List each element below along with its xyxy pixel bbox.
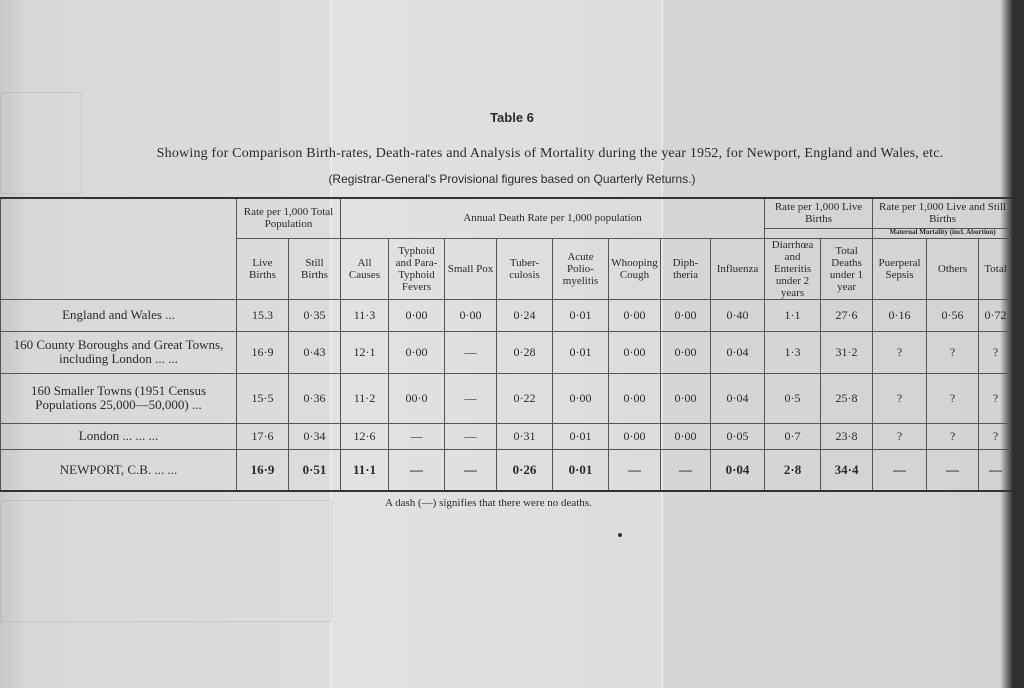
row-label: London ... ... ... (1, 423, 237, 449)
header-blank (1, 198, 237, 299)
ink-dot (618, 533, 622, 537)
cell: 0·5 (765, 373, 821, 423)
cell: 0·04 (711, 449, 765, 491)
header-total-deaths: Total Deaths under 1 year (821, 238, 873, 299)
header-still-births: Still Births (289, 238, 341, 299)
cell: 0·04 (711, 331, 765, 373)
header-rate-live-still-births: Rate per 1,000 Live and Still Births (873, 198, 1013, 228)
header-live-births: Live Births (237, 238, 289, 299)
cell: 0·36 (289, 373, 341, 423)
cell: — (873, 449, 927, 491)
cell: 0·04 (711, 373, 765, 423)
cell: 0·22 (497, 373, 553, 423)
cell: ? (873, 423, 927, 449)
header-influenza: Influenza (711, 238, 765, 299)
bleed-through-box (0, 500, 332, 622)
cell: 0·31 (497, 423, 553, 449)
cell: 00·0 (389, 373, 445, 423)
cell: 23·8 (821, 423, 873, 449)
table-title: Table 6 (490, 110, 534, 125)
header-whooping-cough: Whooping Cough (609, 238, 661, 299)
table-row (1, 423, 1013, 449)
cell: 15.3 (237, 299, 289, 331)
header-total: Total (979, 238, 1013, 299)
cell: 0·01 (553, 449, 609, 491)
cell: ? (873, 331, 927, 373)
cell: 0·00 (609, 299, 661, 331)
cell: — (445, 373, 497, 423)
cell: 0·00 (609, 331, 661, 373)
header-rate-population: Rate per 1,000 Total Population (237, 198, 341, 238)
cell: — (389, 423, 445, 449)
cell: 0·40 (711, 299, 765, 331)
cell: 0·01 (553, 299, 609, 331)
cell: 0·72 (979, 299, 1013, 331)
cell: 12·1 (341, 331, 389, 373)
cell: 0·35 (289, 299, 341, 331)
cell: — (609, 449, 661, 491)
cell: 0·00 (389, 299, 445, 331)
cell: — (445, 449, 497, 491)
cell: 2·8 (765, 449, 821, 491)
table-source-note: (Registrar-General's Provisional figures based on Quarterly Returns.) (328, 172, 696, 186)
cell: 0·28 (497, 331, 553, 373)
cell: ? (873, 373, 927, 423)
header-rate-live-births: Rate per 1,000 Live Births (765, 198, 873, 228)
cell: 0·00 (609, 423, 661, 449)
table-subtitle: Showing for Comparison Birth-rates, Death-rates and Analysis of Mortality during the year 1952, for Newport, England and Wales, etc. (156, 146, 944, 161)
header-tuberculosis: Tuber-culosis (497, 238, 553, 299)
cell: — (445, 423, 497, 449)
cell: 0·51 (289, 449, 341, 491)
footnote: A dash (—) signifies that there were no deaths. (385, 497, 592, 509)
header-small-pox: Small Pox (445, 238, 497, 299)
cell: 31·2 (821, 331, 873, 373)
table-row (1, 331, 1013, 373)
cell: 0·26 (497, 449, 553, 491)
cell: 0·24 (497, 299, 553, 331)
cell: 0·00 (661, 373, 711, 423)
cell: ? (927, 423, 979, 449)
cell: 0·00 (609, 373, 661, 423)
table-row (1, 449, 1013, 491)
header-diarrhoea: Diarrhœa and Enteritis under 2 years (765, 238, 821, 299)
header-all-causes: All Causes (341, 238, 389, 299)
cell: ? (927, 373, 979, 423)
header-annual-death-rate: Annual Death Rate per 1,000 population (341, 198, 765, 238)
cell: — (661, 449, 711, 491)
table-row (1, 373, 1013, 423)
cell: ? (979, 331, 1013, 373)
cell: 0·56 (927, 299, 979, 331)
cell: 17·6 (237, 423, 289, 449)
page-edge-shadow (1012, 0, 1024, 688)
cell: — (979, 449, 1013, 491)
cell: 27·6 (821, 299, 873, 331)
cell: ? (979, 423, 1013, 449)
cell: 1·3 (765, 331, 821, 373)
header-maternal-mortality: Maternal Mortality (incl. Abortion) (873, 228, 1013, 238)
cell: — (927, 449, 979, 491)
cell: 0·00 (661, 423, 711, 449)
mortality-table (0, 197, 1013, 492)
row-label: 160 Smaller Towns (1951 Census Populations 25,000—50,000) ... (1, 373, 237, 423)
cell: ? (927, 331, 979, 373)
cell: ? (979, 373, 1013, 423)
cell: — (445, 331, 497, 373)
cell: 0·05 (711, 423, 765, 449)
cell: 15·5 (237, 373, 289, 423)
header-puerperal-sepsis: Puerperal Sepsis (873, 238, 927, 299)
cell: 0·00 (553, 373, 609, 423)
cell: 11·3 (341, 299, 389, 331)
cell: 0·43 (289, 331, 341, 373)
cell: 34·4 (821, 449, 873, 491)
header-diphtheria: Diph-theria (661, 238, 711, 299)
row-label: England and Wales ... (1, 299, 237, 331)
cell: 12·6 (341, 423, 389, 449)
cell: 0·00 (661, 331, 711, 373)
row-label: NEWPORT, C.B. ... ... (1, 449, 237, 491)
cell: 0·01 (553, 423, 609, 449)
cell: 0·34 (289, 423, 341, 449)
cell: 1·1 (765, 299, 821, 331)
row-label: 160 County Boroughs and Great Towns, including London ... ... (1, 331, 237, 373)
cell: 25·8 (821, 373, 873, 423)
cell: — (389, 449, 445, 491)
header-spacer (765, 228, 873, 238)
cell: 16·9 (237, 331, 289, 373)
table-row (1, 299, 1013, 331)
cell: 0·00 (445, 299, 497, 331)
header-polio: Acute Polio-myelitis (553, 238, 609, 299)
cell: 0·01 (553, 331, 609, 373)
header-typhoid: Typhoid and Para-Typhoid Fevers (389, 238, 445, 299)
cell: 16·9 (237, 449, 289, 491)
cell: 0·00 (389, 331, 445, 373)
header-others: Others (927, 238, 979, 299)
cell: 11·2 (341, 373, 389, 423)
cell: 0·7 (765, 423, 821, 449)
cell: 0·00 (661, 299, 711, 331)
cell: 11·1 (341, 449, 389, 491)
cell: 0·16 (873, 299, 927, 331)
